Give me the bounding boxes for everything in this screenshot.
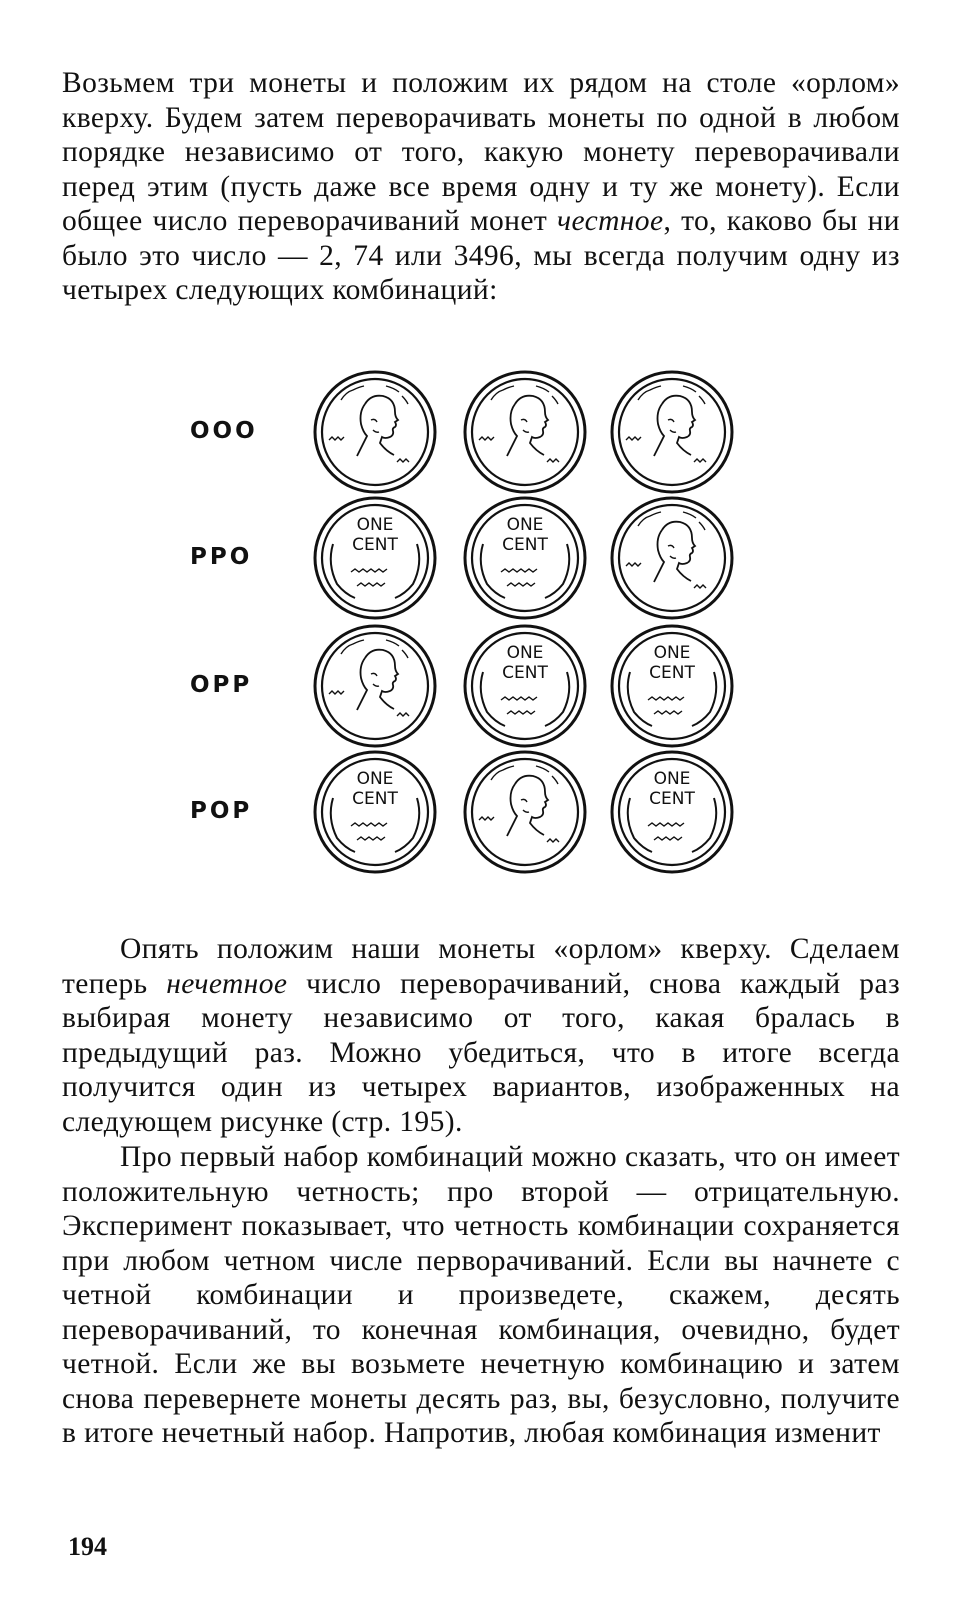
coin-text-one: ONE [356, 515, 394, 535]
coin-text-cent: CENT [352, 535, 398, 555]
italic-term: нечетное [166, 967, 288, 1000]
coin-text-one: ONE [506, 643, 544, 663]
combination-label: PPO [190, 544, 253, 570]
text-segment: , то, каково бы ни было это число — 2, 74 или 3496, мы всегда получим одну из четырех следующих комбинаций: [62, 205, 900, 306]
coin-text-cent: CENT [649, 789, 695, 809]
paragraph-odd-flips [62, 932, 900, 1139]
combination-label: OOO [190, 418, 258, 444]
coin-heads-icon [610, 496, 734, 620]
paragraph-parity [62, 1140, 900, 1451]
coin-text-cent: CENT [352, 789, 398, 809]
coin-tails-icon [313, 750, 437, 874]
combination-label: POP [190, 798, 253, 824]
paragraph-intro [62, 66, 900, 308]
coin-heads-icon [610, 370, 734, 494]
coin-text-one: ONE [653, 643, 691, 663]
coin-tails-icon [463, 624, 587, 748]
text-segment: Опять положим наши монеты «орлом» кверху. Сделаем теперь [62, 933, 900, 1000]
text-segment: Про первый набор комбинаций можно сказать, что он имеет положительную четность; про второй — отрицательную. Эксперимент показывает, что четность комбинации сохраняется при любом четном числе перворачиваний. Если вы начнете с четной комбинации и произведете, скажем, десять переворачиваний, то конечная комбинация, очевидно, будет четной. Если же вы возьмете нечетную комбинацию и затем снова перевернете монеты десять раз, вы, безусловно, получите в итоге нечетный набор. Напротив, любая комбинация изменит [62, 1141, 900, 1449]
coin-text-one: ONE [653, 769, 691, 789]
page-number: 194 [68, 1532, 107, 1561]
coin-heads-icon [313, 624, 437, 748]
combination-row [190, 624, 750, 748]
text-segment: число переворачиваний, снова каждый раз выбирая монету независимо от того, какая бралась в предыдущий раз. Можно убедиться, что в итоге всегда получится один из четырех вариантов, изображенных на следующем рисунке (стр. 195). [62, 967, 900, 1138]
italic-term: честное [557, 205, 664, 237]
combination-row [190, 750, 750, 874]
combination-row [190, 496, 750, 620]
coin-combinations-figure [190, 370, 750, 880]
coin-tails-icon [463, 496, 587, 620]
coin-heads-icon [313, 370, 437, 494]
coin-text-one: ONE [356, 769, 394, 789]
coin-tails-icon [610, 750, 734, 874]
text-segment: Возьмем три монеты и положим их рядом на столе «орлом» кверху. Будем затем переворачивать монеты по одной в любом порядке независимо от того, какую монету переворачивали перед этим (пусть даже все время одну и ту же монету). Если общее число переворачиваний монет [62, 67, 900, 237]
combination-row [190, 370, 750, 494]
coin-tails-icon [610, 624, 734, 748]
coin-text-one: ONE [506, 515, 544, 535]
coin-text-cent: CENT [502, 535, 548, 555]
coin-text-cent: CENT [649, 663, 695, 683]
coin-text-cent: CENT [502, 663, 548, 683]
coin-heads-icon [463, 370, 587, 494]
coin-heads-icon [463, 750, 587, 874]
coin-tails-icon [313, 496, 437, 620]
combination-label: OPP [190, 672, 253, 698]
